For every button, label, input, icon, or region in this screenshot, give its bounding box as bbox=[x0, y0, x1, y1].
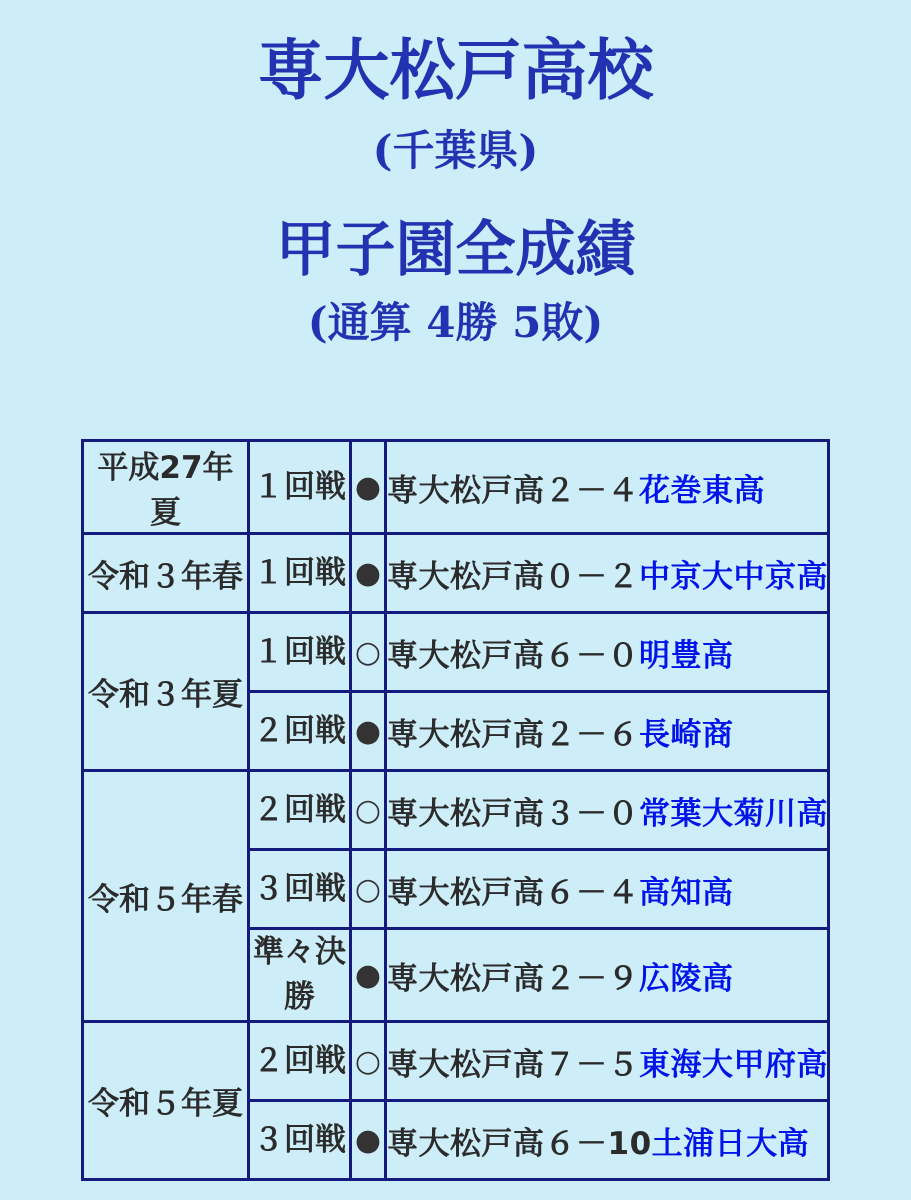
opponent-name: 長崎商 bbox=[639, 716, 734, 753]
opponent-name: 常葉大菊川高 bbox=[639, 795, 828, 832]
opponent-name: 花巻東高 bbox=[639, 472, 765, 509]
loss-mark-icon: ● bbox=[351, 1101, 386, 1180]
opponent-name: 高知高 bbox=[639, 874, 734, 911]
loss-mark-icon: ● bbox=[351, 929, 386, 1022]
opponent-name: 広陵高 bbox=[639, 960, 734, 997]
table-row bbox=[83, 1022, 829, 1101]
team-score: 専大松戸高２－６ bbox=[387, 716, 639, 753]
result-cell bbox=[386, 441, 829, 534]
results-table bbox=[81, 439, 830, 1181]
win-mark-icon: ○ bbox=[351, 1022, 386, 1101]
result-cell bbox=[386, 613, 829, 692]
round-cell: １回戦 bbox=[249, 441, 351, 534]
round-cell: ２回戦 bbox=[249, 771, 351, 850]
page-header bbox=[0, 0, 911, 347]
opponent-name: 明豊高 bbox=[639, 637, 734, 674]
record-title: 甲子園全成績 bbox=[275, 214, 636, 285]
round-cell: ２回戦 bbox=[249, 692, 351, 771]
round-cell: 準々決勝 bbox=[249, 929, 351, 1022]
table-row bbox=[83, 534, 829, 613]
win-mark-icon: ○ bbox=[351, 613, 386, 692]
round-cell: １回戦 bbox=[249, 534, 351, 613]
opponent-name: 東海大甲府高 bbox=[639, 1046, 828, 1083]
table-row bbox=[83, 613, 829, 692]
loss-mark-icon: ● bbox=[351, 534, 386, 613]
team-score: 専大松戸高６－０ bbox=[387, 637, 639, 674]
team-score: 専大松戸高７－５ bbox=[387, 1046, 639, 1083]
era-cell: 令和５年夏 bbox=[83, 1022, 249, 1180]
team-score: 専大松戸高０－２ bbox=[387, 558, 639, 595]
era-cell: 平成27年夏 bbox=[83, 441, 249, 534]
table-row bbox=[83, 771, 829, 850]
team-score: 専大松戸高６－４ bbox=[387, 874, 639, 911]
team-score: 専大松戸高３－０ bbox=[387, 795, 639, 832]
result-cell bbox=[386, 1101, 829, 1180]
era-cell: 令和５年春 bbox=[83, 771, 249, 1022]
result-cell bbox=[386, 1022, 829, 1101]
team-score: 専大松戸高２－４ bbox=[387, 472, 639, 509]
result-cell bbox=[386, 692, 829, 771]
prefecture-label: (千葉県) bbox=[372, 125, 539, 175]
win-mark-icon: ○ bbox=[351, 850, 386, 929]
round-cell: ３回戦 bbox=[249, 1101, 351, 1180]
round-cell: ２回戦 bbox=[249, 1022, 351, 1101]
round-cell: ３回戦 bbox=[249, 850, 351, 929]
opponent-name: 土浦日大高 bbox=[651, 1125, 810, 1162]
school-title: 専大松戸高校 bbox=[257, 31, 654, 109]
loss-mark-icon: ● bbox=[351, 692, 386, 771]
round-cell: １回戦 bbox=[249, 613, 351, 692]
era-cell: 令和３年夏 bbox=[83, 613, 249, 771]
result-cell bbox=[386, 929, 829, 1022]
result-cell bbox=[386, 850, 829, 929]
result-cell bbox=[386, 534, 829, 613]
era-cell: 令和３年春 bbox=[83, 534, 249, 613]
opponent-name: 中京大中京高 bbox=[639, 558, 828, 595]
win-mark-icon: ○ bbox=[351, 771, 386, 850]
team-score: 専大松戸高２－９ bbox=[387, 960, 639, 997]
result-cell bbox=[386, 771, 829, 850]
table-row bbox=[83, 441, 829, 534]
record-summary: (通算 4勝 5敗) bbox=[307, 297, 604, 347]
loss-mark-icon: ● bbox=[351, 441, 386, 534]
team-score: 専大松戸高６－10 bbox=[387, 1125, 652, 1162]
